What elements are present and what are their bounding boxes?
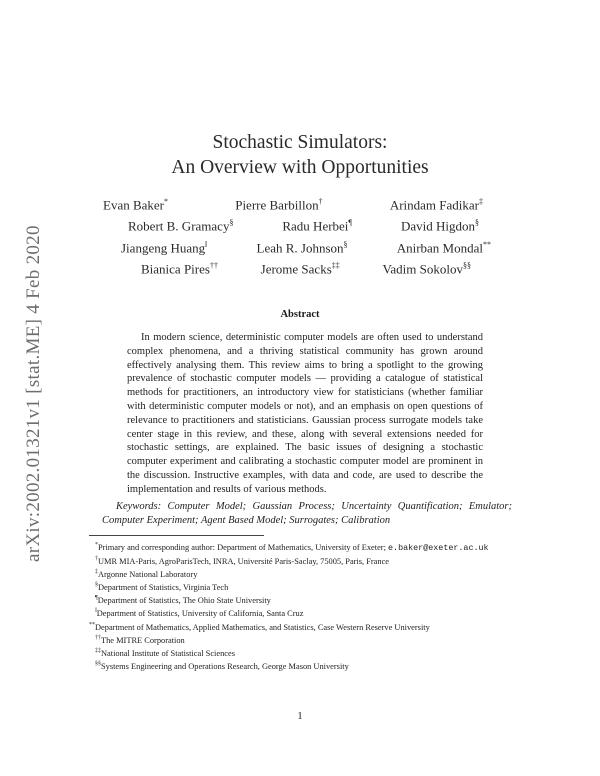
author: Anirban Mondal** <box>396 240 491 256</box>
footnote: ††The MITRE Corporation <box>95 634 185 645</box>
author: Robert B. Gramacy§ <box>128 218 234 234</box>
author: Leah R. Johnson§ <box>256 240 348 256</box>
footnote: *Primary and corresponding author: Department of Mathematics, University of Exeter; e.baker@exeter.ac.uk <box>95 542 489 553</box>
author-row <box>121 236 491 257</box>
footnote: ‡Argonne National Laboratory <box>95 569 198 579</box>
keywords-text: Computer Model; Gaussian Process; Uncertainty Quantification; Emulator; Computer Experiment; Agent Based Model; Surrogates; Calibration <box>102 501 513 526</box>
authors-group-1 <box>103 193 483 236</box>
footnotes <box>89 540 519 672</box>
author: Jerome Sacks‡‡ <box>260 261 340 277</box>
author-row <box>103 214 483 235</box>
abstract-body: In modern science, deterministic computer models are often used to understand complex phenomena, and a thriving statistical community has grown around effectively analysing them. This review aims to bring a spotlight to the growing prevalence of stochastic computer models — providing a catalogue of statistical methods for practitioners, an introductory view for statisticians (whether familiar with deterministic computer models or not), and an emphasis on open questions of relevance to practitioners and statisticians. Gaussian process surrogate models take center stage in this review, and these, along with several extensions needed for stochastic settings, are explained. The basic issues of designing a stochastic computer experiment and calibrating a stochastic computer model are prominent in the discussion. Instructive examples, with data and code, are used to describe the implementation and results of various methods. <box>127 332 483 495</box>
footnote: ¶Department of Statistics, The Ohio State University <box>95 595 271 606</box>
arxiv-stamp: arXiv:2002.01321v1 [stat.ME] 4 Feb 2020 <box>23 225 44 562</box>
authors-group-2 <box>121 236 491 279</box>
author: Arindam Fadikar‡ <box>389 197 483 213</box>
author: David Higdon§ <box>400 218 479 234</box>
footnote: §Department of Statistics, Virginia Tech <box>95 582 229 593</box>
title-line-2: An Overview with Opportunities <box>171 157 429 178</box>
footnote: ‡‡National Institute of Statistical Sciences <box>95 647 235 658</box>
author: Radu Herbei¶ <box>282 218 353 234</box>
footnote-rule <box>89 535 264 536</box>
page-number: 1 <box>297 711 303 722</box>
keywords-label: Keywords: <box>116 501 162 512</box>
footnote: ‖Department of Statistics, University of California, Santa Cruz <box>95 608 304 619</box>
author: Bianica Pires†† <box>141 261 218 277</box>
footnote: §§Systems Engineering and Operations Research, George Mason University <box>95 660 349 671</box>
keywords <box>102 500 512 528</box>
author-row <box>121 257 491 278</box>
author: Pierre Barbillon† <box>235 197 323 213</box>
author: Evan Baker* <box>103 197 169 213</box>
author: Vadim Sokolov§§ <box>382 261 471 277</box>
author-row <box>103 193 483 214</box>
paper-title <box>0 130 600 180</box>
abstract-heading: Abstract <box>280 309 320 320</box>
footnote: **Department of Mathematics, Applied Mathematics, and Statistics, Case Western Reserve University <box>89 621 430 632</box>
author: Jiangeng Huang‖ <box>121 240 208 256</box>
footnote: †UMR MIA-Paris, AgroParisTech, INRA, Université Paris-Saclay, 75005, Paris, France <box>95 556 390 566</box>
title-line-1: Stochastic Simulators: <box>212 132 388 153</box>
corresponding-email: e.baker@exeter.ac.uk <box>388 542 489 553</box>
